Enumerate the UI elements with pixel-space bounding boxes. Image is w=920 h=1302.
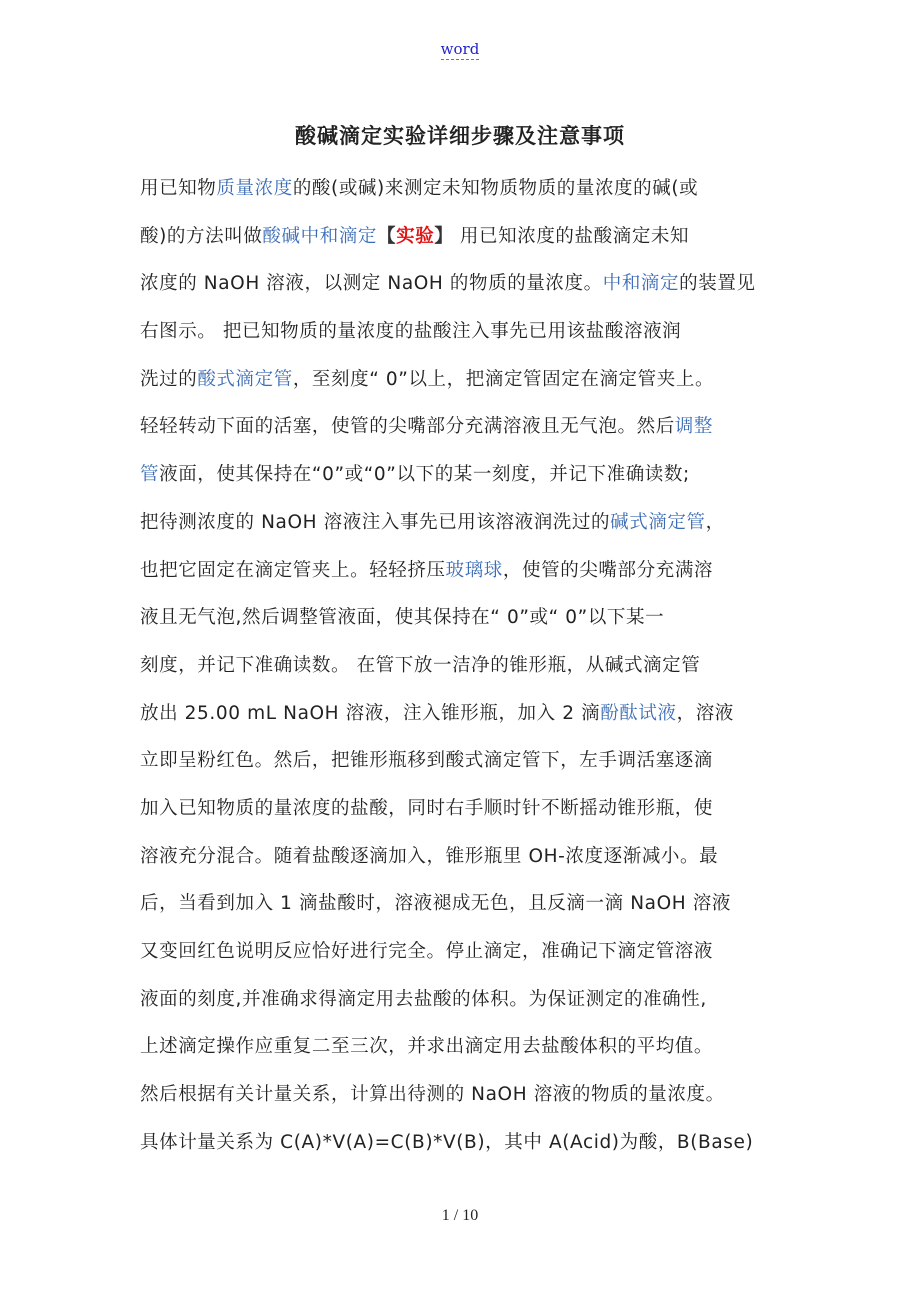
- keyword-link[interactable]: 玻璃球: [445, 559, 503, 581]
- text-line: [140, 928, 790, 976]
- body-text-segment: 浓度的 NaOH 溶液，以测定 NaOH 的物质的量浓度。: [140, 273, 603, 295]
- text-line: [140, 642, 790, 690]
- text-line: [140, 785, 790, 833]
- text-line: [140, 403, 790, 451]
- keyword-link[interactable]: 酚酞试液: [600, 702, 677, 724]
- keyword-link[interactable]: 调整: [674, 416, 714, 438]
- body-text-segment: 的酸(或碱)来测定未知物质物质的量浓度的碱(或: [292, 178, 699, 199]
- text-line: [140, 737, 790, 785]
- body-text-segment: 加入已知物质的量浓度的盐酸，同时右手顺时针不断摇动锥形瓶，使: [140, 797, 714, 819]
- body-text-segment: 具体计量关系为 C(A)*V(A)=C(B)*V(B)，其中 A(Acid)为酸，B(Base): [140, 1131, 754, 1153]
- body-text-segment: 酸)的方法叫做: [140, 225, 263, 247]
- text-line: [140, 1071, 790, 1119]
- body-text-segment: 液面，使其保持在“0”或“0”以下的某一刻度，并记下准确读数;: [159, 464, 690, 486]
- body-text-segment: 又变回红色说明反应恰好进行完全。停止滴定，准确记下滴定管溶液: [140, 941, 714, 962]
- bracket-text: 】: [434, 225, 454, 247]
- body-text-segment: 上述滴定操作应重复二至三次，并求出滴定用去盐酸体积的平均值。: [140, 1036, 714, 1058]
- body-text-segment: 洗过的: [140, 368, 198, 390]
- text-line: [140, 451, 790, 499]
- body-text-segment: 放出 25.00 mL NaOH 溶液，注入锥形瓶，加入 2 滴: [140, 702, 601, 724]
- body-text-segment: 然后根据有关计量关系，计算出待测的 NaOH 溶液的物质的量浓度。: [140, 1084, 725, 1106]
- body-text-segment: 的装置见: [679, 273, 756, 295]
- text-line: [140, 1119, 790, 1167]
- keyword-link[interactable]: 酸碱中和滴定: [262, 225, 378, 247]
- keyword-link[interactable]: 管: [140, 464, 160, 486]
- bracket-text: 【: [377, 225, 397, 247]
- body-text-segment: ，溶液: [676, 702, 734, 724]
- document-body: [140, 165, 790, 1166]
- text-line: [140, 308, 790, 356]
- body-text-segment: 刻度，并记下准确读数。 在管下放一洁净的锥形瓶，从碱式滴定管: [140, 654, 701, 676]
- body-text-segment: ，使管的尖嘴部分充满溶: [502, 559, 714, 581]
- keyword-link[interactable]: 质量浓度: [216, 178, 293, 199]
- text-line: [140, 356, 790, 404]
- word-link[interactable]: word: [440, 40, 480, 58]
- text-line: [140, 976, 790, 1024]
- text-line: [140, 260, 790, 308]
- body-text-segment: ，: [705, 511, 725, 533]
- page-number: 1 / 10: [441, 1207, 479, 1224]
- body-text-segment: 溶液充分混合。随着盐酸逐滴加入，锥形瓶里 OH-浓度逐渐减小。最: [140, 845, 719, 867]
- keyword-link[interactable]: 中和滴定: [602, 273, 680, 295]
- body-text-segment: 立即呈粉红色。然后，把锥形瓶移到酸式滴定管下，左手调活塞逐滴: [140, 750, 714, 772]
- text-line: [140, 499, 790, 547]
- header-word-link-container: [0, 40, 920, 58]
- body-text-segment: 轻轻转动下面的活塞，使管的尖嘴部分充满溶液且无气泡。然后: [140, 416, 675, 438]
- body-text-segment: 右图示。 把已知物质的量浓度的盐酸注入事先已用该盐酸溶液润: [140, 321, 682, 343]
- text-line: [140, 880, 790, 928]
- keyword-link[interactable]: 碱式滴定管: [610, 511, 706, 533]
- body-text-segment: 用已知浓度的盐酸滴定未知: [453, 225, 690, 247]
- document-title: 酸碱滴定实验详细步骤及注意事项: [295, 123, 625, 148]
- text-line: [140, 833, 790, 881]
- body-text-segment: ，至刻度“ 0”以上，把滴定管固定在滴定管夹上。: [292, 368, 715, 390]
- text-line: [140, 165, 790, 213]
- body-text-segment: 也把它固定在滴定管夹上。轻轻挤压: [140, 559, 446, 581]
- body-text-segment: 把待测浓度的 NaOH 溶液注入事先已用该溶液润洗过的: [140, 511, 611, 533]
- text-line: [140, 594, 790, 642]
- text-line: [140, 213, 790, 261]
- body-text-segment: 用已知物: [140, 178, 217, 199]
- body-text-segment: 液且无气泡,然后调整管液面，使其保持在“ 0”或“ 0”以下某一: [140, 607, 665, 629]
- text-line: [140, 1023, 790, 1071]
- body-text-segment: 液面的刻度,并准确求得滴定用去盐酸的体积。为保证测定的准确性,: [140, 988, 707, 1010]
- text-line: [140, 690, 790, 738]
- body-text-segment: 后，当看到加入 1 滴盐酸时，溶液褪成无色，且反滴一滴 NaOH 溶液: [140, 893, 731, 915]
- keyword-link[interactable]: 酸式滴定管: [197, 368, 293, 390]
- highlight-text: 实验: [396, 225, 435, 247]
- text-line: [140, 547, 790, 595]
